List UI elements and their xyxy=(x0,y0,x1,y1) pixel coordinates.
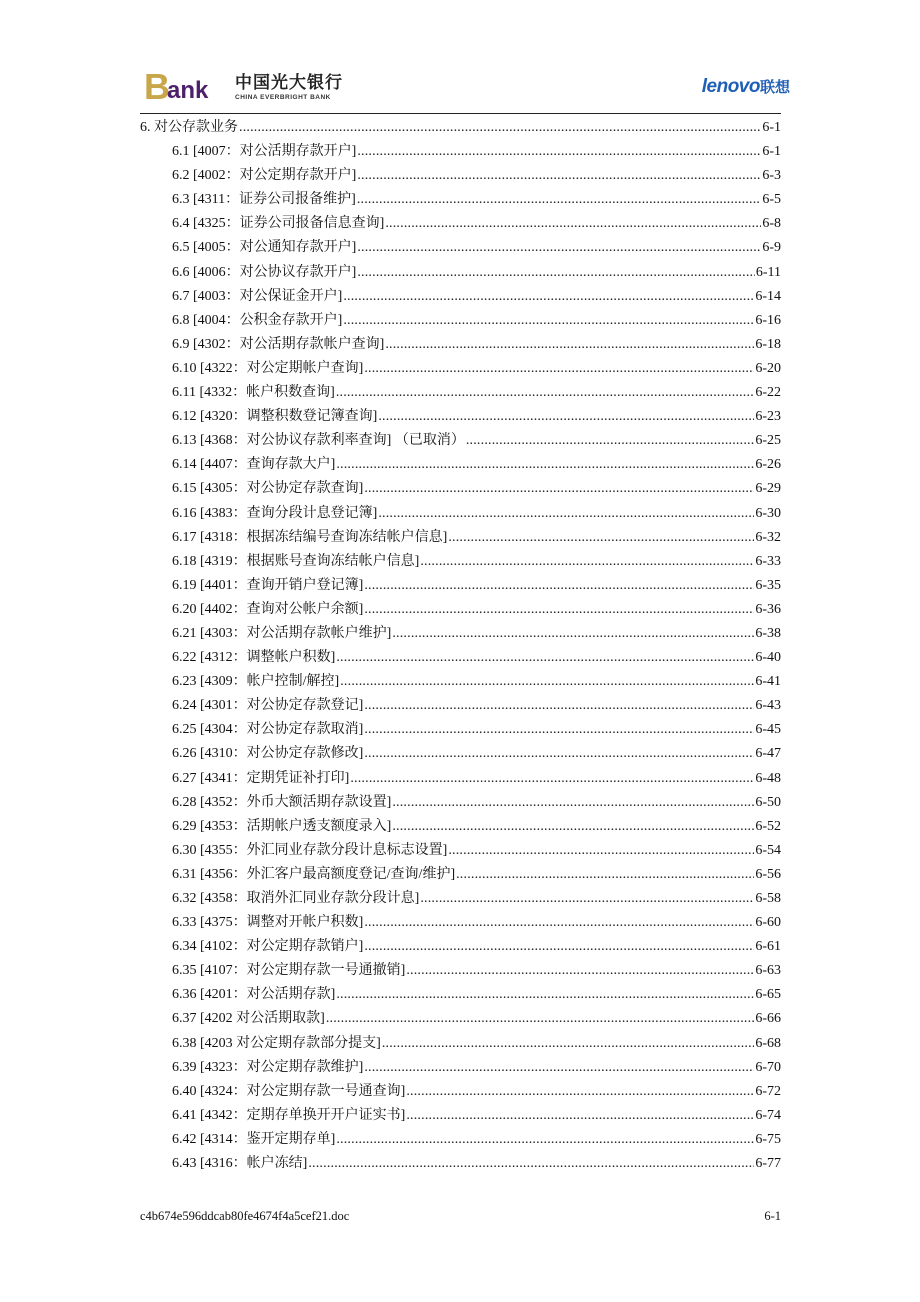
toc-entry-title: 6.27 [4341：定期凭证补打印] xyxy=(172,770,350,786)
toc-dot-leader xyxy=(364,698,754,714)
page-header xyxy=(140,68,790,112)
toc-dot-leader xyxy=(357,265,755,281)
toc-entry[interactable] xyxy=(140,188,781,212)
toc-dot-leader xyxy=(420,891,754,907)
toc-entry-title: 6.18 [4319：根据账号查询冻结帐户信息] xyxy=(172,553,420,569)
toc-entry-title: 6.3 [4311：证券公司报备维护] xyxy=(172,192,356,208)
toc-dot-leader xyxy=(364,915,754,931)
toc-entry-title: 6.38 [4203 对公定期存款部分提支] xyxy=(172,1035,381,1051)
toc-dot-leader xyxy=(378,506,754,522)
toc-entry[interactable] xyxy=(140,285,781,309)
toc-entry-title: 6.33 [4375：调整对开帐户积数] xyxy=(172,915,364,931)
toc-entry-page: 6-5 xyxy=(762,192,781,208)
toc-entry[interactable] xyxy=(140,405,781,429)
toc-dot-leader xyxy=(239,120,761,136)
toc-entry-page: 6-52 xyxy=(755,818,781,834)
toc-dot-leader xyxy=(392,795,754,811)
toc-entry-title: 6.10 [4322：对公定期帐户查询] xyxy=(172,360,364,376)
toc-entry[interactable] xyxy=(140,863,781,887)
toc-entry-title: 6.8 [4004：公积金存款开户] xyxy=(172,312,343,328)
toc-entry-title: 6.21 [4303：对公活期存款帐户维护] xyxy=(172,625,392,641)
bank-name xyxy=(235,74,343,101)
lenovo-logo xyxy=(702,76,790,98)
toc-entry-title: 6.6 [4006：对公协议存款开户] xyxy=(172,264,357,280)
toc-entry[interactable] xyxy=(140,983,781,1007)
toc-entry-title: 6.30 [4355：外汇同业存款分段计息标志设置] xyxy=(172,842,448,858)
toc-entry[interactable] xyxy=(140,646,781,670)
toc-dot-leader xyxy=(382,1036,755,1052)
toc-entry[interactable] xyxy=(140,429,781,453)
toc-entry-title: 6. 对公存款业务 xyxy=(140,120,238,135)
toc-entry-title: 6.28 [4352：外币大额活期存款设置] xyxy=(172,794,392,810)
toc-entry-title: 6.43 [4316：帐户冻结] xyxy=(172,1156,308,1172)
toc-dot-leader xyxy=(357,168,761,184)
toc-dot-leader xyxy=(364,746,754,762)
toc-dot-leader xyxy=(385,337,754,353)
header-divider xyxy=(140,113,781,114)
toc-dot-leader xyxy=(357,192,762,208)
toc-entry-title: 6.25 [4304：对公协定存款取消] xyxy=(172,722,364,738)
toc-entry[interactable] xyxy=(140,1080,781,1104)
toc-entry-page: 6-23 xyxy=(755,409,781,425)
toc-dot-leader xyxy=(364,1060,754,1076)
toc-dot-leader xyxy=(336,1132,754,1148)
toc-entry-page: 6-1 xyxy=(762,120,781,135)
footer-page-number: 6-1 xyxy=(764,1209,781,1223)
toc-dot-leader xyxy=(340,674,754,690)
toc-entry-title: 6.32 [4358：取消外汇同业存款分段计息] xyxy=(172,891,420,906)
toc-entry[interactable] xyxy=(140,164,781,188)
toc-entry[interactable] xyxy=(140,550,781,574)
toc-dot-leader xyxy=(357,144,761,160)
toc-entry[interactable] xyxy=(140,598,781,622)
toc-entry-page: 6-63 xyxy=(755,963,781,979)
toc-entry-page: 6-43 xyxy=(755,698,781,714)
toc-entry[interactable] xyxy=(140,236,781,260)
toc-entry[interactable] xyxy=(140,333,781,357)
toc-dot-leader xyxy=(466,433,755,449)
toc-entry[interactable] xyxy=(140,381,781,405)
toc-entry-title: 6.31 [4356：外汇客户最高额度登记/查询/维护] xyxy=(172,866,456,882)
toc-dot-leader xyxy=(392,626,754,642)
toc-entry[interactable] xyxy=(140,574,781,598)
toc-dot-leader xyxy=(343,313,754,329)
toc-entry-page: 6-47 xyxy=(755,746,781,762)
toc-entry[interactable] xyxy=(140,622,781,646)
toc-entry[interactable] xyxy=(140,1056,781,1080)
toc-entry-page: 6-40 xyxy=(755,650,781,666)
toc-entry[interactable] xyxy=(140,1007,781,1031)
toc-entry-page: 6-38 xyxy=(755,625,781,641)
toc-dot-leader xyxy=(406,1084,754,1100)
toc-entry-page: 6-68 xyxy=(755,1035,781,1051)
toc-entry-page: 6-65 xyxy=(755,987,781,1003)
toc-entry[interactable] xyxy=(140,502,781,526)
toc-dot-leader xyxy=(364,602,754,618)
toc-dot-leader xyxy=(364,722,754,738)
toc-entry[interactable] xyxy=(140,935,781,959)
toc-entry[interactable] xyxy=(140,1104,781,1128)
toc-entry-page: 6-61 xyxy=(755,939,781,955)
toc-entry-page: 6-77 xyxy=(755,1156,781,1172)
toc-entry-title: 6.2 [4002：对公定期存款开户] xyxy=(172,168,357,184)
toc-entry[interactable] xyxy=(140,742,781,766)
toc-entry-page: 6-41 xyxy=(755,674,781,690)
toc-entry-title: 6.20 [4402：查询对公帐户余额] xyxy=(172,601,364,617)
toc-dot-leader xyxy=(406,963,754,979)
toc-entry-title: 6.22 [4312：调整帐户积数] xyxy=(172,650,336,666)
toc-entry-page: 6-1 xyxy=(762,144,781,160)
toc-entry[interactable] xyxy=(140,718,781,742)
toc-entry[interactable] xyxy=(140,911,781,935)
toc-entry-title: 6.41 [4342：定期存单换开开户证实书] xyxy=(172,1107,406,1123)
toc-entry-page: 6-32 xyxy=(755,529,781,545)
toc-entry-title: 6.24 [4301：对公协定存款登记] xyxy=(172,698,364,714)
toc-entry-title: 6.12 [4320：调整积数登记簿查询] xyxy=(172,409,378,425)
toc-entry-title: 6.15 [4305：对公协定存款查询] xyxy=(172,481,364,497)
toc-entry-title: 6.29 [4353：活期帐户透支额度录入] xyxy=(172,818,392,834)
toc-entry[interactable] xyxy=(140,526,781,550)
toc-entry-title: 6.5 [4005：对公通知存款开户] xyxy=(172,240,357,256)
toc-entry[interactable] xyxy=(140,116,781,140)
toc-entry-title: 6.34 [4102：对公定期存款销户] xyxy=(172,939,364,955)
toc-entry-page: 6-56 xyxy=(755,866,781,882)
toc-entry-page: 6-74 xyxy=(755,1107,781,1123)
toc-entry-title: 6.14 [4407：查询存款大户] xyxy=(172,457,336,473)
toc-dot-leader xyxy=(364,939,754,955)
toc-entry[interactable] xyxy=(140,309,781,333)
toc-entry-title: 6.16 [4383：查询分段计息登记簿] xyxy=(172,505,378,521)
lenovo-logo-cn: 联想 xyxy=(759,78,790,96)
toc-dot-leader xyxy=(308,1156,754,1172)
toc-entry[interactable] xyxy=(140,815,781,839)
toc-entry-title: 6.40 [4324：对公定期存款一号通查询] xyxy=(172,1083,406,1099)
toc-entry[interactable] xyxy=(140,887,781,911)
toc-entry-page: 6-60 xyxy=(755,915,781,931)
toc-entry-title: 6.11 [4332：帐户积数查询] xyxy=(172,385,335,401)
toc-dot-leader xyxy=(343,289,754,305)
toc-entry-page: 6-9 xyxy=(762,240,781,256)
toc-entry[interactable] xyxy=(140,453,781,477)
toc-entry-title: 6.42 [4314：鉴开定期存单] xyxy=(172,1131,336,1147)
toc-entry-page: 6-18 xyxy=(755,336,781,352)
table-of-contents xyxy=(140,116,781,1176)
toc-entry-title: 6.37 [4202 对公活期取款] xyxy=(172,1011,325,1027)
toc-entry-page: 6-66 xyxy=(755,1011,781,1027)
toc-entry-title: 6.39 [4323：对公定期存款维护] xyxy=(172,1059,364,1075)
toc-entry-title: 6.19 [4401：查询开销户登记簿] xyxy=(172,577,364,593)
toc-dot-leader xyxy=(336,650,754,666)
toc-entry-page: 6-25 xyxy=(755,433,781,449)
toc-dot-leader xyxy=(448,843,754,859)
toc-entry-title: 6.7 [4003：对公保证金开户] xyxy=(172,288,343,304)
toc-dot-leader xyxy=(448,530,754,546)
toc-entry-page: 6-45 xyxy=(755,722,781,738)
toc-entry-page: 6-75 xyxy=(755,1131,781,1147)
toc-dot-leader xyxy=(406,1108,754,1124)
toc-entry[interactable] xyxy=(140,261,781,285)
toc-dot-leader xyxy=(364,361,754,377)
toc-entry-page: 6-36 xyxy=(755,601,781,617)
toc-entry[interactable] xyxy=(140,959,781,983)
toc-entry[interactable] xyxy=(140,212,781,236)
toc-entry[interactable] xyxy=(140,791,781,815)
toc-dot-leader xyxy=(350,771,754,787)
toc-entry-page: 6-22 xyxy=(755,385,781,401)
toc-entry-title: 6.35 [4107：对公定期存款一号通撤销] xyxy=(172,963,406,979)
toc-dot-leader xyxy=(336,457,754,473)
toc-entry-title: 6.17 [4318：根据冻结编号查询冻结帐户信息] xyxy=(172,529,448,545)
toc-entry-title: 6.26 [4310：对公协定存款修改] xyxy=(172,746,364,762)
toc-entry-title: 6.9 [4302：对公活期存款帐户查询] xyxy=(172,336,385,352)
toc-entry-page: 6-8 xyxy=(762,216,781,232)
lenovo-logo-en: lenovo xyxy=(701,76,760,97)
toc-entry-title: 6.4 [4325：证券公司报备信息查询] xyxy=(172,216,385,232)
toc-dot-leader xyxy=(326,1011,755,1027)
toc-entry[interactable] xyxy=(140,140,781,164)
toc-entry-page: 6-72 xyxy=(755,1083,781,1099)
toc-entry[interactable] xyxy=(140,357,781,381)
toc-entry-page: 6-33 xyxy=(755,553,781,569)
toc-entry-title: 6.13 [4368：对公协议存款利率查询] （已取消） xyxy=(172,433,465,449)
bank-logo xyxy=(144,66,209,107)
toc-entry-page: 6-54 xyxy=(755,842,781,858)
toc-entry-page: 6-3 xyxy=(762,168,781,184)
toc-entry-page: 6-20 xyxy=(755,360,781,376)
toc-entry[interactable] xyxy=(140,477,781,501)
toc-entry-page: 6-48 xyxy=(755,770,781,786)
page-footer xyxy=(140,1209,781,1224)
toc-dot-leader xyxy=(378,409,754,425)
toc-dot-leader xyxy=(392,819,754,835)
toc-entry-title: 6.23 [4309：帐户控制/解控] xyxy=(172,674,340,690)
bank-name-cn: 中国光大银行 xyxy=(235,73,343,93)
toc-dot-leader xyxy=(357,240,761,256)
toc-dot-leader xyxy=(336,385,755,401)
toc-entry-title: 6.36 [4201：对公活期存款] xyxy=(172,987,336,1003)
toc-entry-title: 6.1 [4007：对公活期存款开户] xyxy=(172,144,357,160)
toc-entry-page: 6-35 xyxy=(755,577,781,593)
toc-entry-page: 6-26 xyxy=(755,457,781,473)
toc-entry-page: 6-11 xyxy=(755,264,781,280)
toc-entry[interactable] xyxy=(140,767,781,791)
toc-entry-page: 6-14 xyxy=(755,288,781,304)
toc-entry[interactable] xyxy=(140,1032,781,1056)
toc-dot-leader xyxy=(364,481,754,497)
toc-entry-page: 6-16 xyxy=(755,312,781,328)
toc-entry-page: 6-50 xyxy=(755,794,781,810)
toc-entry-page: 6-58 xyxy=(755,891,781,906)
toc-dot-leader xyxy=(456,867,754,883)
toc-entry[interactable] xyxy=(140,670,781,694)
toc-entry[interactable] xyxy=(140,1128,781,1152)
toc-dot-leader xyxy=(420,554,754,570)
toc-entry-page: 6-70 xyxy=(755,1059,781,1075)
toc-entry[interactable] xyxy=(140,1152,781,1176)
toc-dot-leader xyxy=(336,987,754,1003)
toc-dot-leader xyxy=(385,216,761,232)
toc-entry-page: 6-30 xyxy=(755,505,781,521)
bank-logo-text: ank xyxy=(167,77,209,104)
toc-entry-page: 6-29 xyxy=(755,481,781,497)
footer-filename: c4b674e596ddcab80fe4674f4a5cef21.doc xyxy=(140,1209,350,1223)
toc-entry[interactable] xyxy=(140,694,781,718)
bank-name-en: CHINA EVERBRIGHT BANK xyxy=(235,94,331,101)
toc-dot-leader xyxy=(364,578,754,594)
bank-logo-b: B xyxy=(144,66,169,107)
toc-entry[interactable] xyxy=(140,839,781,863)
